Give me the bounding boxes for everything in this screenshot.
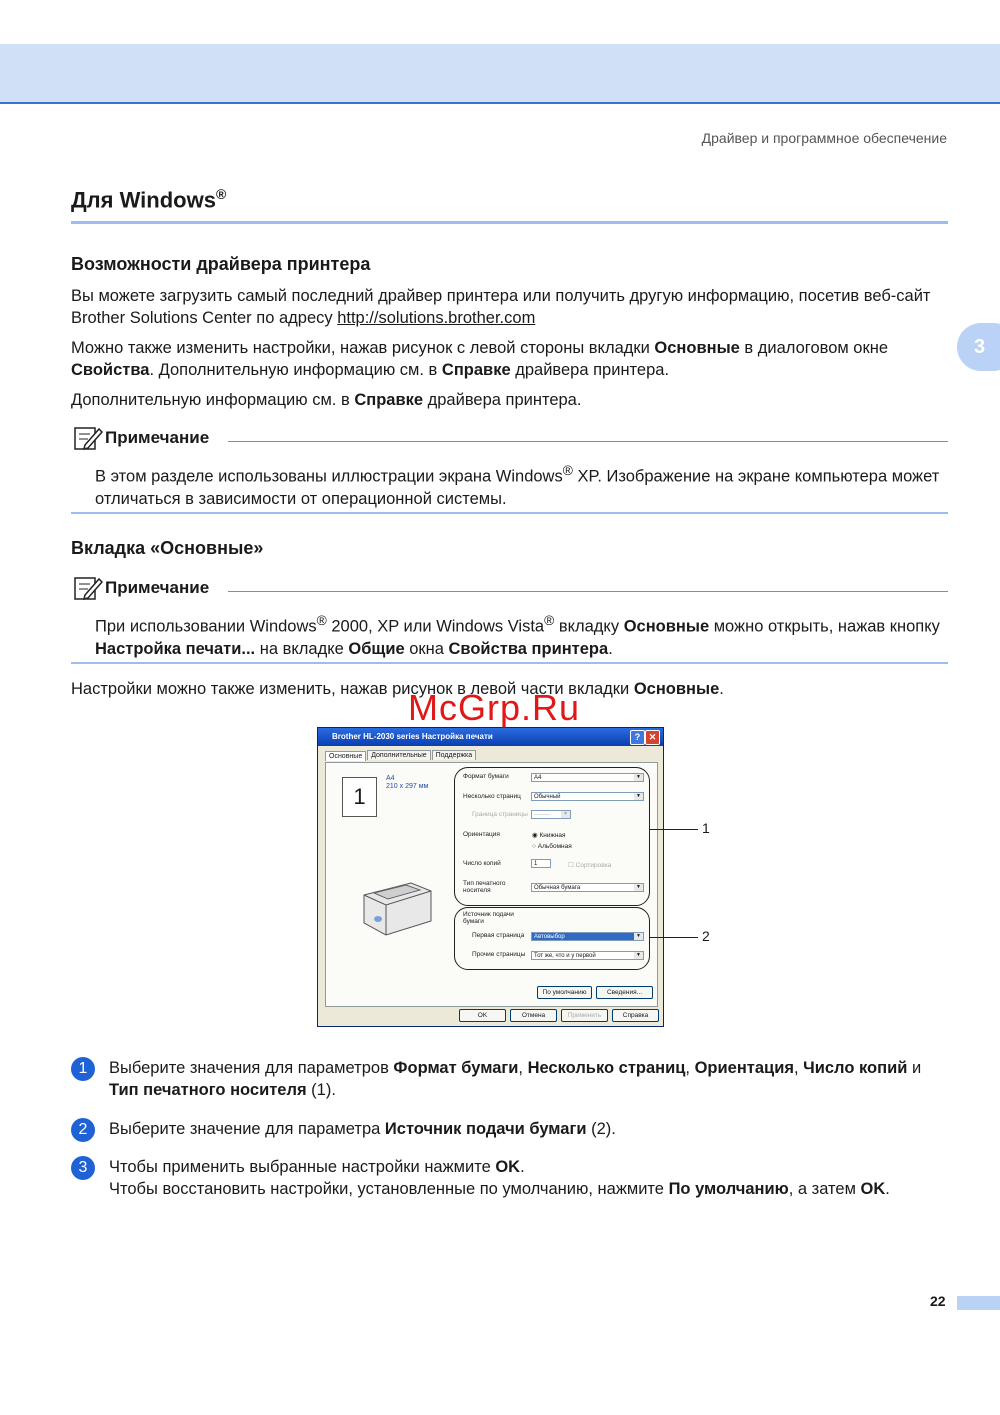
page-border-select[interactable]: -------- ▼ xyxy=(531,810,571,819)
print-settings-dialog xyxy=(317,727,664,1027)
help-button[interactable]: Справка xyxy=(612,1009,659,1022)
step-text: Чтобы применить выбранные настройки нажмите OK. Чтобы восстановить настройки, установленные по умолчанию, нажмите По умолчанию, а затем OK. xyxy=(109,1158,890,1198)
step-text: Выберите значение для параметра Источник подачи бумаги (2). xyxy=(109,1120,616,1138)
media-label: Тип печатного носителя xyxy=(463,880,506,894)
running-header: Драйвер и программное обеспечение xyxy=(701,130,947,146)
dialog-titlebar xyxy=(318,728,663,746)
tab-panel xyxy=(325,762,658,1007)
chapter-tab: 3 xyxy=(957,323,1000,371)
paragraph-download: Вы можете загрузить самый последний драйвер принтера или получить другую информацию, посетив веб-сайт Brother Solutions Center по адресу http://solutions.brother.com xyxy=(71,287,931,327)
title-rule xyxy=(71,221,948,224)
step-1 xyxy=(71,1057,951,1103)
printer-icon[interactable] xyxy=(356,873,436,938)
paragraph-settings: Можно также изменить настройки, нажав рисунок с левой стороны вкладки Основные в диалоговом окне Свойства. Дополнительную информацию см. в Справке драйвера принтера. xyxy=(71,339,888,379)
source-label: Источник подачи бумаги xyxy=(463,911,514,925)
copies-label: Число копий xyxy=(463,860,501,867)
orientation-label: Ориентация xyxy=(463,831,500,838)
step-number: 3 xyxy=(71,1156,95,1180)
note-line xyxy=(228,441,948,442)
callout-number-1: 1 xyxy=(702,820,710,836)
default-button[interactable]: По умолчанию xyxy=(537,986,592,999)
collate-checkbox[interactable]: ☐ Сортировка xyxy=(568,862,612,869)
page-preview-icon[interactable]: 1 xyxy=(342,777,377,817)
paragraph-more-info: Дополнительную информацию см. в Справке драйвера принтера. xyxy=(71,391,582,409)
page-border-label: Граница страницы xyxy=(472,811,528,818)
tab-advanced[interactable]: Дополнительные xyxy=(367,750,430,760)
media-select[interactable]: Обычная бумага ▼ xyxy=(531,883,644,892)
paragraph-intro: Настройки можно также изменить, нажав рисунок в левой части вкладки Основные. xyxy=(71,680,724,698)
close-icon[interactable]: ✕ xyxy=(645,730,660,745)
apply-button[interactable]: Применить xyxy=(561,1009,608,1022)
note-rule-2 xyxy=(71,662,948,664)
note-header-1 xyxy=(71,425,948,453)
page-title: Для Windows® xyxy=(71,186,227,213)
chevron-down-icon: ▼ xyxy=(634,933,643,940)
step-number: 1 xyxy=(71,1057,95,1081)
chevron-down-icon: ▼ xyxy=(634,884,643,891)
chevron-down-icon: ▼ xyxy=(634,793,643,800)
tab-basic[interactable]: Основные xyxy=(325,751,366,761)
other-pages-label: Прочие страницы xyxy=(472,951,526,958)
help-icon[interactable]: ? xyxy=(630,730,645,745)
orientation-portrait-radio[interactable]: ◉ Книжная xyxy=(532,832,566,839)
chevron-down-icon: ▼ xyxy=(634,774,643,781)
note-label: Примечание xyxy=(105,578,210,597)
orientation-landscape-radio[interactable]: ○ Альбомная xyxy=(532,843,572,850)
note-body-2: При использовании Windows® 2000, XP или Windows Vista® вкладку Основные можно открыть, нажав кнопку Настройка печати... на вкладке Общие окна Свойства принтера. xyxy=(95,613,940,658)
note-header-2 xyxy=(71,575,948,603)
step-text: Выберите значения для параметров Формат бумаги, Несколько страниц, Ориентация, Число копий и Тип печатного носителя (1). xyxy=(109,1059,922,1099)
first-page-select[interactable]: Автовыбор ▼ xyxy=(531,932,644,941)
page-number: 22 xyxy=(930,1293,946,1309)
multi-page-select[interactable]: Обычный ▼ xyxy=(531,792,644,801)
dialog-tabs xyxy=(325,750,477,760)
first-page-label: Первая страница xyxy=(472,932,525,939)
note-line xyxy=(228,591,948,592)
tab-support[interactable]: Поддержка xyxy=(432,750,477,760)
callout-line-1 xyxy=(650,829,698,830)
page-number-bar xyxy=(957,1296,1000,1310)
paper-format-select[interactable]: A4 ▼ xyxy=(531,773,644,782)
note-pencil-icon xyxy=(73,575,103,601)
info-button[interactable]: Сведения... xyxy=(596,986,653,999)
note-rule-1 xyxy=(71,512,948,514)
step-number: 2 xyxy=(71,1118,95,1142)
callout-line-2 xyxy=(650,937,698,938)
callout-number-2: 2 xyxy=(702,928,710,944)
note-label: Примечание xyxy=(105,428,210,447)
note-pencil-icon xyxy=(73,425,103,451)
cancel-button[interactable]: Отмена xyxy=(510,1009,557,1022)
copies-stepper[interactable]: 1 xyxy=(531,859,551,868)
solutions-link[interactable]: http://solutions.brother.com xyxy=(337,309,536,327)
chevron-down-icon: ▼ xyxy=(634,952,643,959)
step-2 xyxy=(71,1118,951,1142)
paper-info: A4 210 x 297 мм xyxy=(386,775,429,790)
multi-page-label: Несколько страниц xyxy=(463,793,521,800)
header-band xyxy=(0,44,1000,104)
section-title-driver-features: Возможности драйвера принтера xyxy=(71,254,371,274)
ok-button[interactable]: OK xyxy=(459,1009,506,1022)
other-pages-select[interactable]: Тот же, что и у первой ▼ xyxy=(531,951,644,960)
watermark: McGrp.Ru xyxy=(408,687,581,728)
step-3 xyxy=(71,1156,951,1202)
paper-format-label: Формат бумаги xyxy=(463,773,509,780)
note-body-1: В этом разделе использованы иллюстрации экрана Windows® XP. Изображение на экране компьютера может отличаться в зависимости от операционной системы. xyxy=(95,463,940,508)
section-title-basic-tab: Вкладка «Основные» xyxy=(71,538,264,558)
dialog-title: Brother HL-2030 series Настройка печати xyxy=(332,732,493,741)
chevron-down-icon: ▼ xyxy=(561,811,570,818)
